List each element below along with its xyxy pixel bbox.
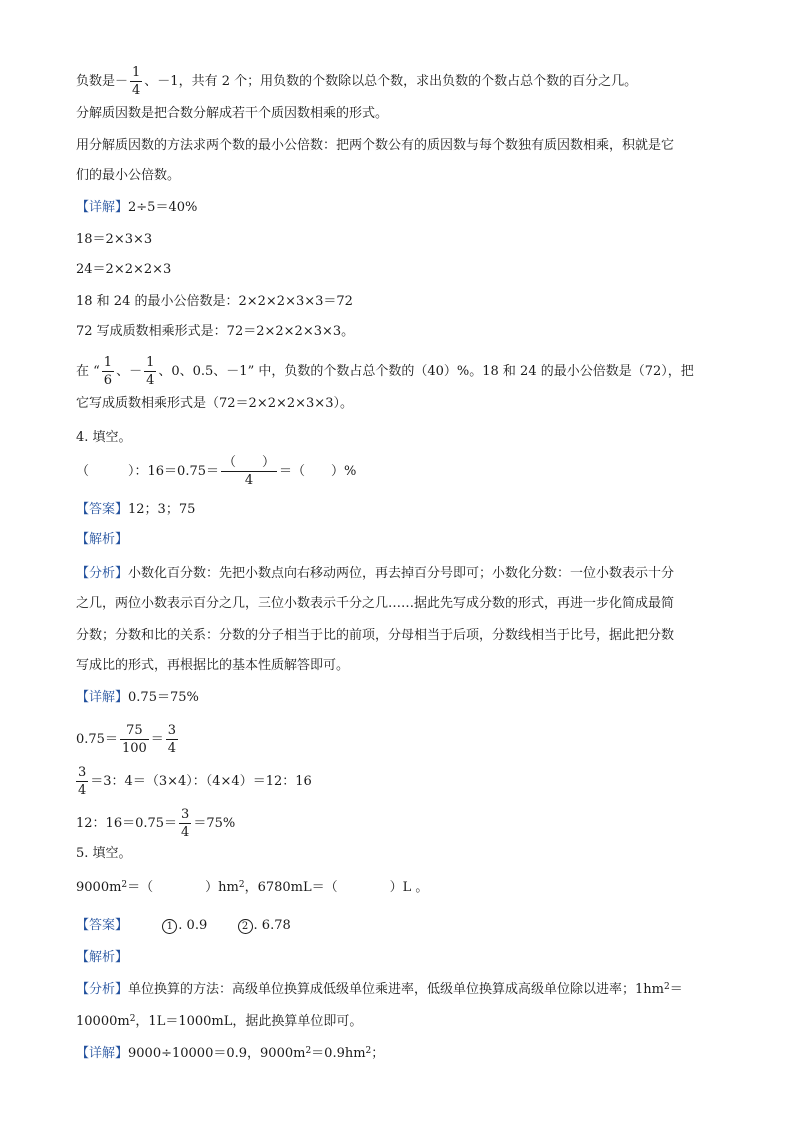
circled-number: 2: [238, 919, 253, 934]
text: . 6.78: [253, 918, 291, 933]
text: 、0、0.5、－1” 中，负数的个数占总个数的（40）%。18 和 24 的最小公倍数是（72），把: [158, 364, 694, 379]
text-line: 18 和 24 的最小公倍数是：2×2×2×3×3＝72: [76, 294, 353, 309]
text-line: 24＝2×2×2×3: [76, 262, 172, 277]
text: 单位换算的方法：高级单位换算成低级单位乘进率，低级单位换算成高级单位除以进率；1hm: [128, 982, 664, 997]
numerator: 1: [103, 355, 113, 370]
text: ＝（ ）hm: [127, 880, 239, 895]
numerator: 3: [167, 723, 177, 738]
fraction: [120, 724, 149, 755]
text-line: 它写成质数相乘形式是（72＝2×2×2×3×3）。: [76, 396, 353, 411]
detail-tag: 【详解】: [76, 200, 129, 215]
denominator: 100: [121, 741, 147, 756]
detail-line: [76, 1046, 384, 1062]
denominator: 4: [78, 783, 87, 798]
denominator: 4: [181, 825, 190, 840]
detail-tag: 【详解】: [76, 1046, 129, 1061]
text: ；: [371, 1046, 385, 1061]
numerator: 1: [146, 355, 155, 370]
denominator: 4: [221, 471, 277, 487]
text-line: [76, 200, 197, 216]
text: ＝0.9hm: [311, 1046, 366, 1061]
text-line: 们的最小公倍数。: [76, 168, 181, 183]
numerator: 3: [181, 807, 190, 822]
text: ＝: [669, 982, 683, 997]
text: 在 “: [76, 364, 100, 379]
text-line: [76, 66, 637, 97]
text: ，1L＝1000mL，据此换算单位即可。: [135, 1014, 363, 1029]
numerator: 75: [126, 723, 143, 738]
text: 12：16＝0.75＝: [76, 816, 178, 831]
equation: [76, 766, 312, 797]
text: ＝: [150, 732, 164, 747]
text: 10000m: [76, 1014, 130, 1029]
fraction: [221, 456, 277, 487]
question-title: 4. 填空。: [76, 430, 132, 445]
text-line: [76, 356, 694, 387]
denominator: 4: [132, 83, 141, 98]
fraction: [166, 724, 178, 755]
superscript: 2: [305, 1046, 312, 1056]
text: ＝3：4＝（3×4）：（4×4）＝12：16: [90, 774, 312, 789]
analysis-heading: 【解析】: [76, 950, 129, 965]
text: ＝（ ）%: [279, 464, 357, 479]
text: 0.75＝75%: [128, 690, 199, 705]
fraction: [130, 66, 142, 97]
detail-line: [76, 690, 199, 706]
fraction: [102, 356, 114, 387]
superscript: 2: [238, 880, 245, 890]
fraction: [179, 808, 191, 839]
text: 、－: [116, 364, 143, 379]
numerator: 3: [78, 765, 87, 780]
equation: [76, 724, 180, 755]
analysis-line: [76, 982, 683, 998]
question-body: [76, 456, 356, 487]
analysis-tag: 【分析】: [76, 982, 129, 997]
numerator: 1: [132, 65, 141, 80]
analysis-tag: 【分析】: [76, 566, 129, 581]
text: 2÷5＝40%: [128, 200, 198, 215]
text: 小数化百分数：先把小数点向右移动两位，再去掉百分号即可；小数化分数：一位小数表示十分: [128, 566, 675, 581]
analysis-heading: 【解析】: [76, 532, 129, 547]
superscript: 2: [129, 1014, 136, 1024]
answer-tag: 【答案】: [76, 502, 129, 517]
text: ，6780mL＝（ ）L 。: [244, 880, 429, 895]
fraction: [144, 356, 156, 387]
text: （ ）：16＝0.75＝: [76, 464, 219, 479]
analysis-line: [76, 566, 674, 582]
superscript: 2: [121, 880, 128, 890]
text-line: 用分解质因数的方法求两个数的最小公倍数：把两个数公有的质因数与每个数独有质因数相乘，积就是它: [76, 138, 675, 153]
numerator: （ ）: [223, 455, 276, 470]
detail-tag: 【详解】: [76, 690, 129, 705]
text: 0.75＝: [76, 732, 118, 747]
answer-line: [76, 502, 195, 518]
denominator: 4: [167, 741, 177, 756]
analysis-line: 分数；分数和比的关系：分数的分子相当于比的前项，分母相当于后项，分数线相当于比号，据此把分数: [76, 628, 675, 643]
superscript: 2: [365, 1046, 372, 1056]
text: 9000m: [76, 880, 122, 895]
question-body: [76, 880, 428, 896]
text: 12；3；75: [128, 502, 196, 517]
text: . 0.9: [178, 918, 208, 933]
text: 负数是－: [76, 74, 129, 89]
text-line: 18＝2×3×3: [76, 232, 153, 247]
denominator: 6: [103, 373, 113, 388]
circled-number: 1: [162, 919, 177, 934]
text: 9000÷10000＝0.9，9000m: [128, 1046, 306, 1061]
answer-line: [76, 918, 291, 934]
denominator: 4: [146, 373, 155, 388]
analysis-line: 之几，两位小数表示百分之几，三位小数表示千分之几……据此先写成分数的形式，再进一步化简成最简: [76, 596, 675, 611]
analysis-line: [76, 1014, 362, 1030]
text: 、－1，共有 2 个；用负数的个数除以总个数，求出负数的个数占总个数的百分之几。: [144, 74, 638, 89]
equation: [76, 808, 235, 839]
analysis-line: 写成比的形式，再根据比的基本性质解答即可。: [76, 658, 350, 673]
superscript: 2: [664, 982, 670, 992]
text: ＝75%: [193, 816, 236, 831]
question-title: 5. 填空。: [76, 846, 132, 861]
text-line: 72 写成质数相乘形式是：72＝2×2×2×3×3。: [76, 324, 355, 339]
answer-tag: 【答案】: [76, 918, 129, 933]
fraction: [76, 766, 88, 797]
text-line: 分解质因数是把合数分解成若干个质因数相乘的形式。: [76, 106, 389, 121]
